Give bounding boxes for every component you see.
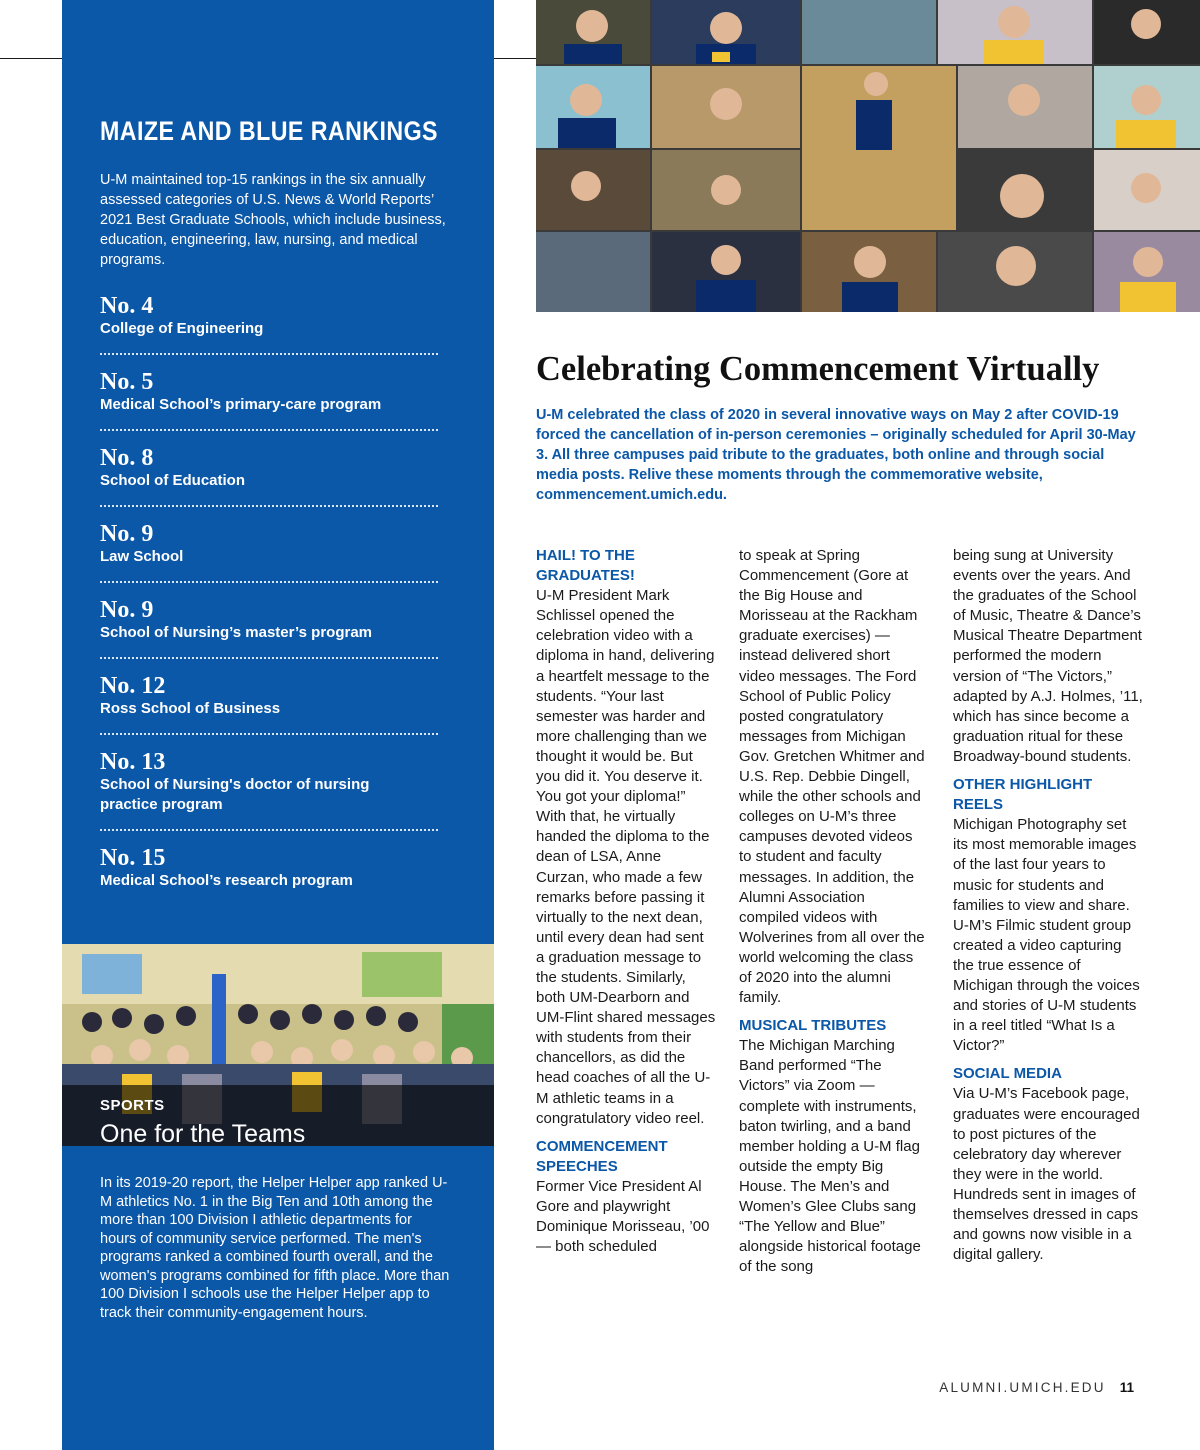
section-body: Michigan Photography set its most memorable images of the last four years to music for students and families to view and share. U-M’s Filmic student group created a video capturing the true essence of Michigan through the voices and stories of U-M students in a reel titled “What Is a Victor?” bbox=[953, 816, 1140, 1055]
ranking-label: School of Nursing’s master’s program bbox=[100, 624, 372, 641]
ranking-label: Medical School’s research program bbox=[100, 872, 353, 889]
ranking-number: No. 15 bbox=[100, 845, 166, 871]
ranking-item bbox=[100, 445, 438, 507]
ranking-number: No. 4 bbox=[100, 293, 154, 319]
section-body: Former Vice President Al Gore and playwright Dominique Morisseau, ’00 — both scheduled bbox=[536, 1177, 710, 1256]
section-body: being sung at University events over the years. And the graduates of the School of Music, Theatre & Dance’s Musical Theatre Department performed the modern version of “The Victors,” adapted by A.J. Holmes, ’11, which has since become a graduation ritual for these Broadway-bound students. bbox=[953, 547, 1143, 765]
virtual-band-collage bbox=[536, 0, 1200, 312]
sports-heading: One for the Teams bbox=[100, 1120, 306, 1148]
section-body: Via U-M’s Facebook page, graduates were encouraged to post pictures of the celebratory day wherever they were in the world. Hundreds sent in images of themselves dressed in caps and gowns now visible in a digital gallery. bbox=[953, 1085, 1140, 1264]
page-footer bbox=[939, 1380, 1134, 1395]
section-body: to speak at Spring Commencement (Gore at the Big House and Morisseau at the Rackham graduate exercises) — instead delivered short video messages. The Ford School of Public Policy posted congratulatory messages from Michigan Gov. Gretchen Whitmer and U.S. Rep. Debbie Dingell, while the other schools and colleges on U-M’s three campuses devoted videos to student and faculty messages. In addition, the Alumni Association compiled videos with Wolverines from all over the world welcoming the class of 2020 into the alumni family. bbox=[739, 547, 925, 1007]
ranking-number: No. 9 bbox=[100, 597, 154, 623]
ranking-number: No. 13 bbox=[100, 749, 166, 775]
article-column-3 bbox=[953, 546, 1143, 1265]
ranking-number: No. 9 bbox=[100, 521, 154, 547]
section-body: The Michigan Marching Band performed “The Victors” via Zoom — complete with instruments, baton twirling, and a band member holding a U-M flag outside the empty Big House. The Men’s and Women’s Glee Clubs sang “The Yellow and Blue” alongside historical footage of the song bbox=[739, 1037, 921, 1276]
rankings-sidebar bbox=[62, 0, 494, 1450]
rankings-list bbox=[100, 293, 438, 919]
article-lede: U-M celebrated the class of 2020 in several innovative ways on May 2 after COVID-19 forced the cancellation of in-person ceremonies – originally scheduled for April 30-May 3. All three campuses paid tribute to the graduates, both online and through social media posts. Relive these moments through the commemorative website, commencement.umich.edu. bbox=[536, 407, 1136, 503]
sports-kicker: SPORTS bbox=[100, 1097, 165, 1114]
ranking-number: No. 5 bbox=[100, 369, 154, 395]
ranking-label: College of Engineering bbox=[100, 320, 264, 337]
ranking-item bbox=[100, 845, 438, 905]
ranking-label: Ross School of Business bbox=[100, 700, 281, 717]
ranking-item bbox=[100, 673, 438, 735]
rankings-intro: U-M maintained top-15 rankings in the six annually assessed categories of U.S. News & World Reports’ 2021 Best Graduate Schools, which include business, education, engineering, law, nursing, and medical programs. bbox=[100, 172, 446, 268]
section-heading: OTHER HIGHLIGHT REELS bbox=[953, 776, 1093, 814]
ranking-item bbox=[100, 749, 438, 831]
section-body: U-M President Mark Schlissel opened the celebration video with a diploma in hand, delivering a heartfelt message to the students. “Your last semester was harder and more challenging than we thought it would be. But you did it. You deserve it. You got your diploma!” With that, he virtually handed the diploma to the dean of LSA, Anne Curzan, who made a few remarks before passing it virtually to the next dean, until every dean had sent a graduation message to the students. Similarly, both UM-Dearborn and UM-Flint shared messages with students from their chancellors, as did the head coaches of all the U-M athletic teams in a congratulatory video reel. bbox=[536, 587, 716, 1127]
ranking-label: Law School bbox=[100, 548, 184, 565]
section-heading: COMMENCEMENT SPEECHES bbox=[536, 1137, 668, 1175]
ranking-number: No. 12 bbox=[100, 673, 166, 699]
ranking-item bbox=[100, 521, 438, 583]
ranking-label: Medical School’s primary-care program bbox=[100, 396, 382, 413]
ranking-label: School of Education bbox=[100, 472, 245, 489]
article-column-1 bbox=[536, 546, 716, 1257]
section-heading: SOCIAL MEDIA bbox=[953, 1065, 1062, 1083]
footer-site: ALUMNI.UMICH.EDU bbox=[939, 1380, 1106, 1395]
section-heading: HAIL! TO THE GRADUATES! bbox=[536, 547, 635, 585]
section-heading: MUSICAL TRIBUTES bbox=[739, 1017, 887, 1035]
sports-body: In its 2019-20 report, the Helper Helper app ranked U-M athletics No. 1 in the Big Ten and 10th among the more than 100 Division I athletic departments for hours of community service performed. The men's programs ranked a combined fourth overall, and the women's programs combined for fifth place. More than 100 Division I schools use the Helper Helper app to track their community-engagement hours. bbox=[100, 1175, 450, 1321]
ranking-label: School of Nursing's doctor of nursing practice program bbox=[100, 776, 370, 813]
ranking-item bbox=[100, 597, 438, 659]
article-title: Celebrating Commencement Virtually bbox=[536, 350, 1100, 388]
ranking-item bbox=[100, 369, 438, 431]
rankings-title: MAIZE AND BLUE RANKINGS bbox=[100, 116, 438, 146]
page-number: 11 bbox=[1119, 1380, 1134, 1395]
ranking-item bbox=[100, 293, 438, 355]
collage-illustration bbox=[536, 0, 1200, 312]
ranking-number: No. 8 bbox=[100, 445, 154, 471]
article-column-2 bbox=[739, 546, 929, 1277]
